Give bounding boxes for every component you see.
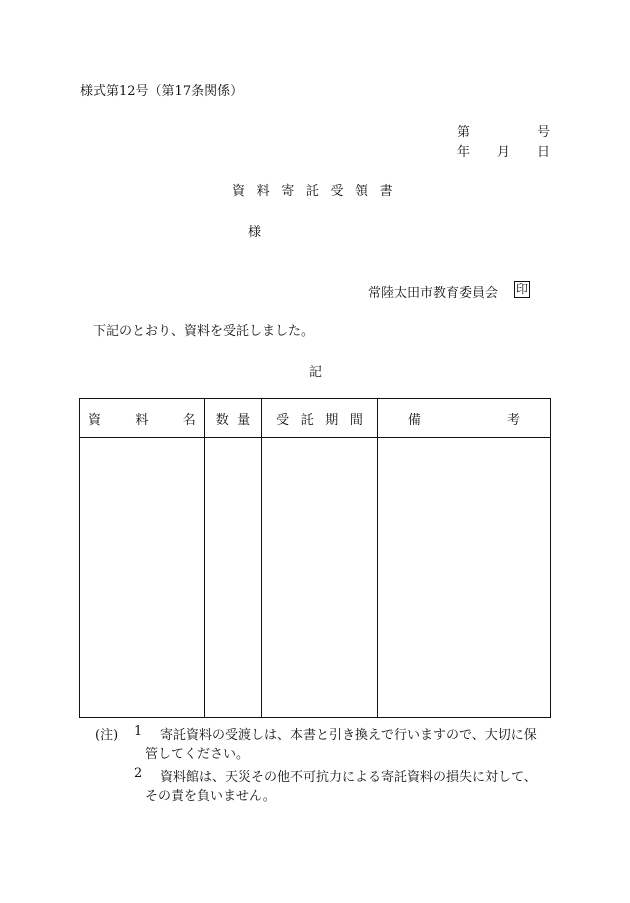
date-month: 月 (497, 145, 511, 160)
table-body-row (80, 438, 551, 718)
cell-remarks[interactable] (377, 438, 550, 718)
cell-quantity[interactable] (204, 438, 261, 718)
header-quantity: 数 量 (204, 399, 261, 438)
note-number: 2 (134, 766, 143, 781)
cell-deposit-period[interactable] (262, 438, 378, 718)
title-char: 託 (305, 184, 319, 199)
note-text: 管してください。 (145, 747, 250, 762)
number-suffix: 号 (537, 125, 551, 140)
issuer-name: 常陸太田市教育委員会 (368, 286, 499, 301)
seal-mark: 印 (516, 282, 529, 296)
note-text: 寄託資料の受渡しは、本書と引き換えで行いますので、大切に保 (160, 728, 537, 743)
header-material-name: 資 料 名 (80, 399, 205, 438)
note-text: その責を負いません。 (145, 789, 276, 804)
body-text: 下記のとおり、資料を受託しました。 (93, 324, 315, 339)
document-title (232, 180, 404, 199)
notes-heading: (注) (95, 728, 119, 743)
title-char: 寄 (281, 184, 295, 199)
date-year: 年 (457, 145, 471, 160)
title-char: 受 (330, 184, 344, 199)
table-header-row (80, 399, 551, 438)
header-remarks: 備 考 (377, 399, 550, 438)
date-day: 日 (537, 145, 551, 160)
title-char: 書 (379, 184, 393, 199)
title-char: 領 (355, 184, 369, 199)
cell-material-name[interactable] (80, 438, 205, 718)
note-text: 資料館は、天災その他不可抗力による寄託資料の損失に対して、 (160, 770, 537, 785)
recipient-suffix: 様 (248, 225, 262, 240)
note-number: 1 (134, 724, 143, 739)
number-prefix: 第 (457, 125, 471, 140)
deposit-table (79, 398, 551, 718)
title-char: 資 (232, 184, 246, 199)
ki-heading: 記 (309, 365, 323, 380)
header-deposit-period: 受 託 期 間 (262, 399, 378, 438)
form-label: 様式第12号（第17条関係） (80, 84, 244, 99)
title-char: 料 (256, 184, 270, 199)
